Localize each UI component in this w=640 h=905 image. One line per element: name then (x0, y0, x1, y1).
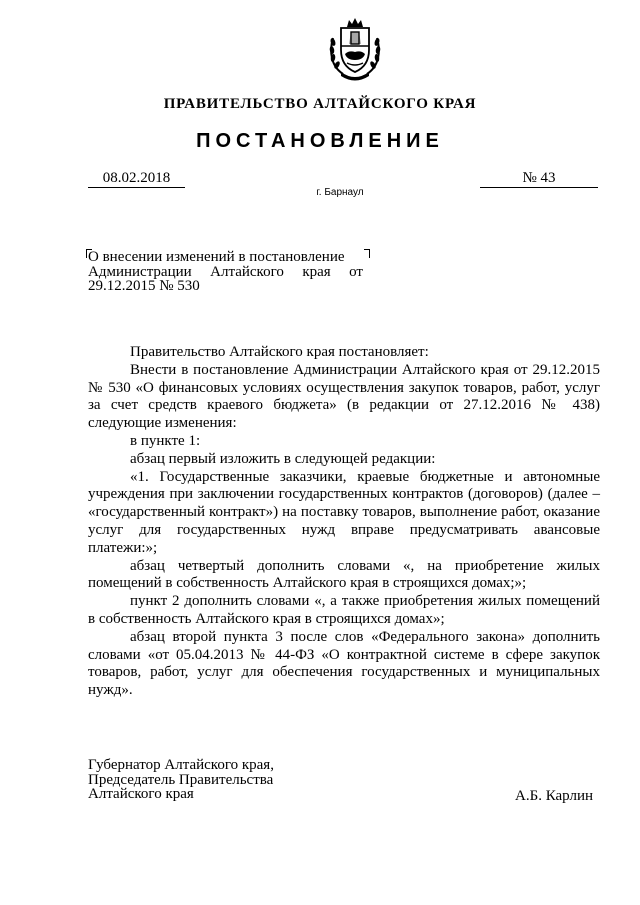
document-date: 08.02.2018 (88, 170, 185, 188)
signatory-position-line-1: Губернатор Алтайского края, (88, 757, 274, 773)
body-paragraph: Внести в постановление Администрации Алтайского края от 29.12.2015 № 530 «О финансовых условиях осуществления закупок товаров, работ, услуг за счет средств краевого бюджета» (в редакции от 27.12.2016 № 438) следующие изменения: (88, 361, 600, 432)
signatory-position-line-3: Алтайского края (88, 786, 194, 802)
document-type-title: ПОСТАНОВЛЕНИЕ (196, 130, 444, 152)
body-paragraph: абзац четвертый дополнить словами «, на приобретение жилых помещений в собственность Алтайского края в строящихся домах;»; (88, 557, 600, 592)
signatory-position-line-2: Председатель Правительства (88, 771, 274, 788)
subject-line-3: 29.12.2015 № 530 (88, 278, 200, 294)
signatory-position (88, 758, 274, 802)
document-body (88, 344, 600, 700)
signatory-name: А.Б. Карлин (515, 788, 594, 804)
body-paragraph: в пункте 1: (130, 432, 201, 449)
city-label: г. Барнаул (316, 187, 364, 198)
body-paragraph: пункт 2 дополнить словами «, а также приобретения жилых помещений в собственность Алтайского края в строящихся домах»; (88, 593, 600, 627)
document-number: № 43 (480, 170, 598, 188)
subject-line-1: О внесении изменений в постановление (88, 249, 345, 265)
body-paragraph: «1. Государственные заказчики, краевые бюджетные и автономные учреждения при заключении государственных контрактов (договоров) (далее – «государственный контракт») на поставку товаров, выполнение работ, оказание услуг для государственных нужд вправе предусматривать авансовые платежи:»; (88, 468, 600, 556)
body-paragraph: абзац первый изложить в следующей редакции: (130, 450, 436, 467)
body-paragraph: Правительство Алтайского края постановляет: (130, 344, 429, 360)
subject-block (88, 250, 363, 294)
government-title: ПРАВИТЕЛЬСТВО АЛТАЙСКОГО КРАЯ (163, 96, 477, 112)
altai-krai-coat-of-arms-icon (327, 14, 383, 84)
subject-bracket-right (364, 249, 370, 258)
body-paragraph: абзац второй пункта 3 после слов «Федерального закона» дополнить словами «от 05.04.2013 № 44-ФЗ «О контрактной системе в сфере закупок товаров, работ, услуг для обеспечения государственных и муниципальных нужд». (88, 628, 600, 699)
subject-line-2: Администрации Алтайского края от (88, 263, 363, 280)
